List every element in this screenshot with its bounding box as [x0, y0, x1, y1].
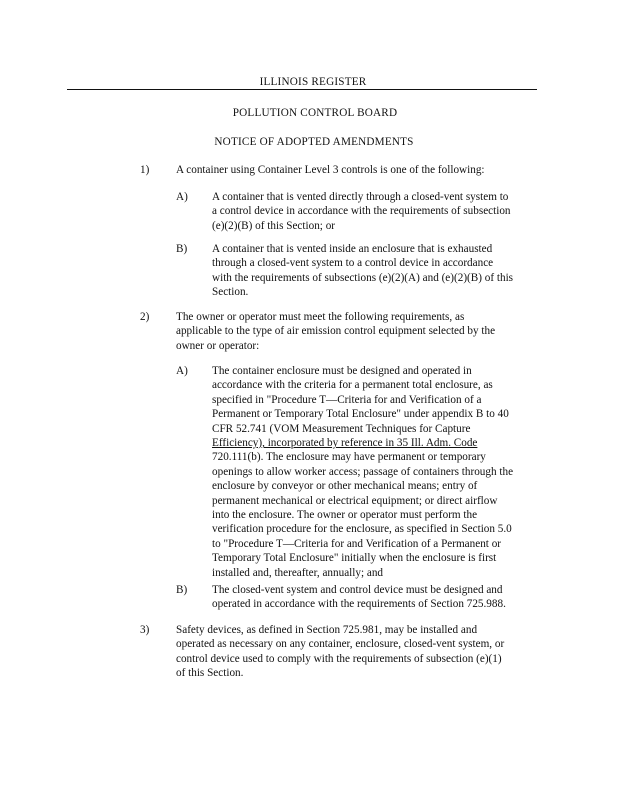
text-line: The closed-vent system and control device must be designed and [212, 584, 503, 596]
subitem-number: B) [176, 243, 188, 255]
subitem-number: A) [176, 191, 188, 203]
text-line: of this Section. [176, 667, 244, 680]
text-line: through a closed-vent system to a control device in accordance [212, 257, 494, 270]
item-text [176, 163, 485, 177]
text-line: accordance with the criteria for a permanent total enclosure, as [212, 379, 493, 392]
item-number: 1) [140, 164, 150, 176]
text-line: specified in "Procedure T—Criteria for and Verification of a [212, 393, 482, 406]
text-line: with the requirements of subsections (e)(2)(A) and (e)(2)(B) of this [212, 271, 514, 284]
text-line: Permanent or Temporary Total Enclosure" under appendix B to 40 [212, 408, 509, 421]
text-line: The container enclosure must be designed and operated in [212, 365, 472, 377]
text-line: a control device in accordance with the requirements of subsection [212, 205, 511, 218]
text-line: to "Procedure T—Criteria for and Verification of a Permanent or [212, 537, 502, 550]
text-line: operated as necessary on any container, enclosure, closed-vent system, or [176, 638, 505, 651]
text-line: CFR 52.741 (VOM Measurement Techniques for Capture [212, 422, 471, 435]
subitem-text [212, 364, 513, 580]
register-title: ILLINOIS REGISTER [259, 76, 367, 88]
text-line: owner or operator: [176, 339, 260, 352]
text-line: Safety devices, as defined in Section 725.981, may be installed and [176, 624, 478, 636]
subitem-text [212, 242, 513, 300]
subitem-number: A) [176, 365, 188, 377]
text-line: 720.111(b). The enclosure may have permanent or temporary [212, 451, 486, 464]
text-line: (e)(2)(B) of this Section; or [212, 219, 336, 232]
text-line: Temporary Total Enclosure" initially when the enclosure is first [212, 552, 497, 565]
board-title: POLLUTION CONTROL BOARD [232, 107, 398, 119]
item-number: 3) [140, 624, 150, 636]
text-line: A container that is vented directly through a closed-vent system to [212, 191, 509, 203]
subitem-number: B) [176, 584, 188, 596]
notice-title: NOTICE OF ADOPTED AMENDMENTS [214, 136, 414, 148]
text-line: into the enclosure. The owner or operator must perform the [212, 509, 478, 522]
text-line: installed and, thereafter, annually; and [212, 566, 384, 579]
text-line: Efficiency), incorporated by reference in 35 Ill. Adm. Code [212, 437, 478, 450]
text-line: The owner or operator must meet the following requirements, as [176, 311, 465, 323]
text-line: openings to allow worker access; passage of containers through the [212, 465, 514, 478]
item-text [176, 623, 504, 681]
text-line: Section. [212, 286, 249, 299]
header-rule [67, 89, 537, 90]
text-line: verification procedure for the enclosure, as specified in Section 5.0 [212, 523, 512, 536]
text-line: control device used to comply with the requirements of subsection (e)(1) [176, 652, 502, 665]
text-line: operated in accordance with the requirements of Section 725.988. [212, 598, 506, 611]
text-line: permanent mechanical or electrical equipment; or direct airflow [212, 494, 498, 507]
subitem-text [212, 583, 506, 612]
text-line: A container using Container Level 3 controls is one of the following: [176, 164, 485, 176]
item-number: 2) [140, 311, 150, 323]
subitem-text [212, 190, 511, 233]
item-text [176, 310, 495, 353]
text-line: applicable to the type of air emission control equipment selected by the [176, 325, 496, 338]
text-line: enclosure by conveyor or other mechanical means; entry of [212, 480, 478, 493]
text-line: A container that is vented inside an enclosure that is exhausted [212, 243, 493, 255]
